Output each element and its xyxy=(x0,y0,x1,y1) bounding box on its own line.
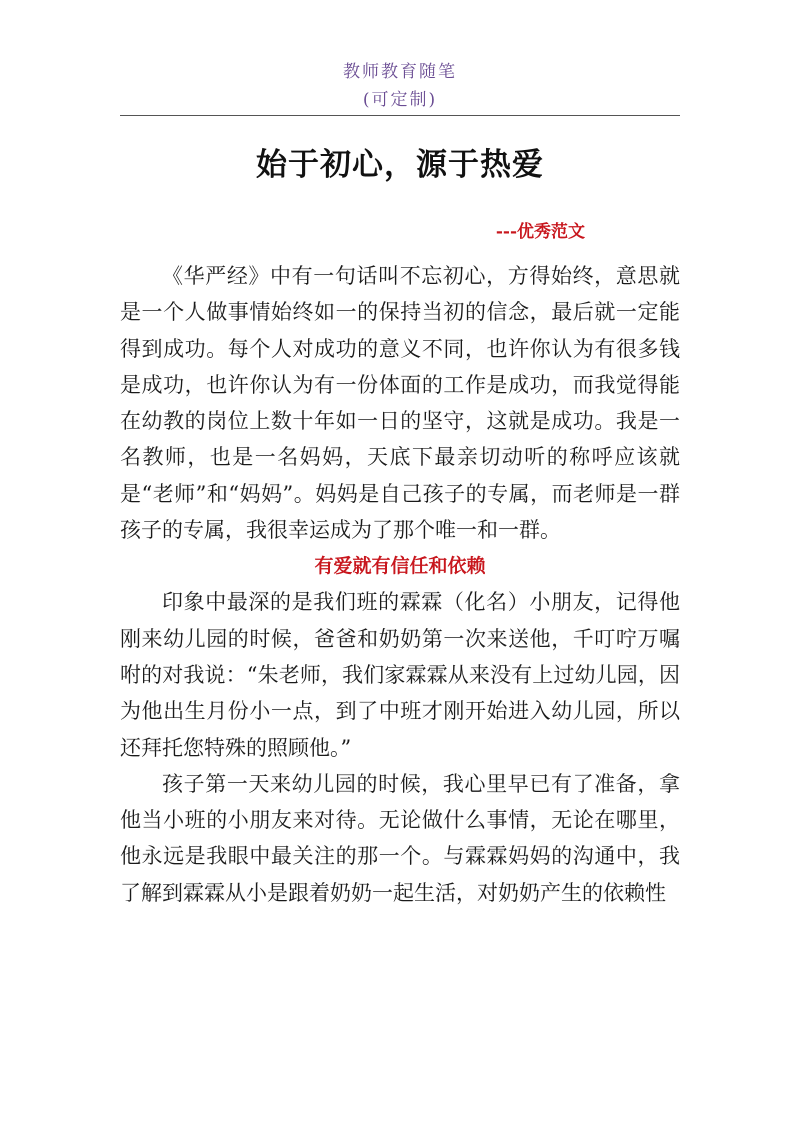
header-subtitle: (可定制) xyxy=(362,90,438,110)
article-title: 始于初心，源于热爱 xyxy=(256,147,544,183)
section-heading: 有爱就有信任和依赖 xyxy=(314,555,486,578)
paragraph: 印象中最深的是我们班的霖霖（化名）小朋友，记得他刚来幼儿园的时候，爸爸和奶奶第一次来送他，千叮咛万嘱咐的对我说：“朱老师，我们家霖霖从来没有上过幼儿园，因为他出生月份小一点，到了中班才刚开始进入幼儿园，所以还拜托您特殊的照顾他。” xyxy=(120,590,680,760)
paragraph: 孩子第一天来幼儿园的时候，我心里早已有了准备，拿他当小班的小朋友来对待。无论做什么事情，无论在哪里，他永远是我眼中最关注的那一个。与霖霖妈妈的沟通中，我了解到霖霖从小是跟着奶奶一起生活，对奶奶产生的依赖性 xyxy=(120,771,680,905)
paragraph-intro: 《华严经》中有一句话叫不忘初心，方得始终，意思就是一个人做事情始终如一的保持当初的信念，最后就一定能得到成功。每个人对成功的意义不同，也许你认为有很多钱是成功，也许你认为有一份体面的工作是成功，而我觉得能在幼教的岗位上数十年如一日的坚守，这就是成功。我是一名教师，也是一名妈妈，天底下最亲切动听的称呼应该就是“老师”和“妈妈”。妈妈是自己孩子的专属，而老师是一群孩子的专属，我很幸运成为了那个唯一和一群。 xyxy=(120,264,680,543)
article-body xyxy=(120,258,680,911)
page-header xyxy=(120,58,680,114)
header-title: 教师教育随笔 xyxy=(343,62,457,82)
header-divider xyxy=(120,115,680,116)
article-byline: ---优秀范文 xyxy=(495,222,585,242)
